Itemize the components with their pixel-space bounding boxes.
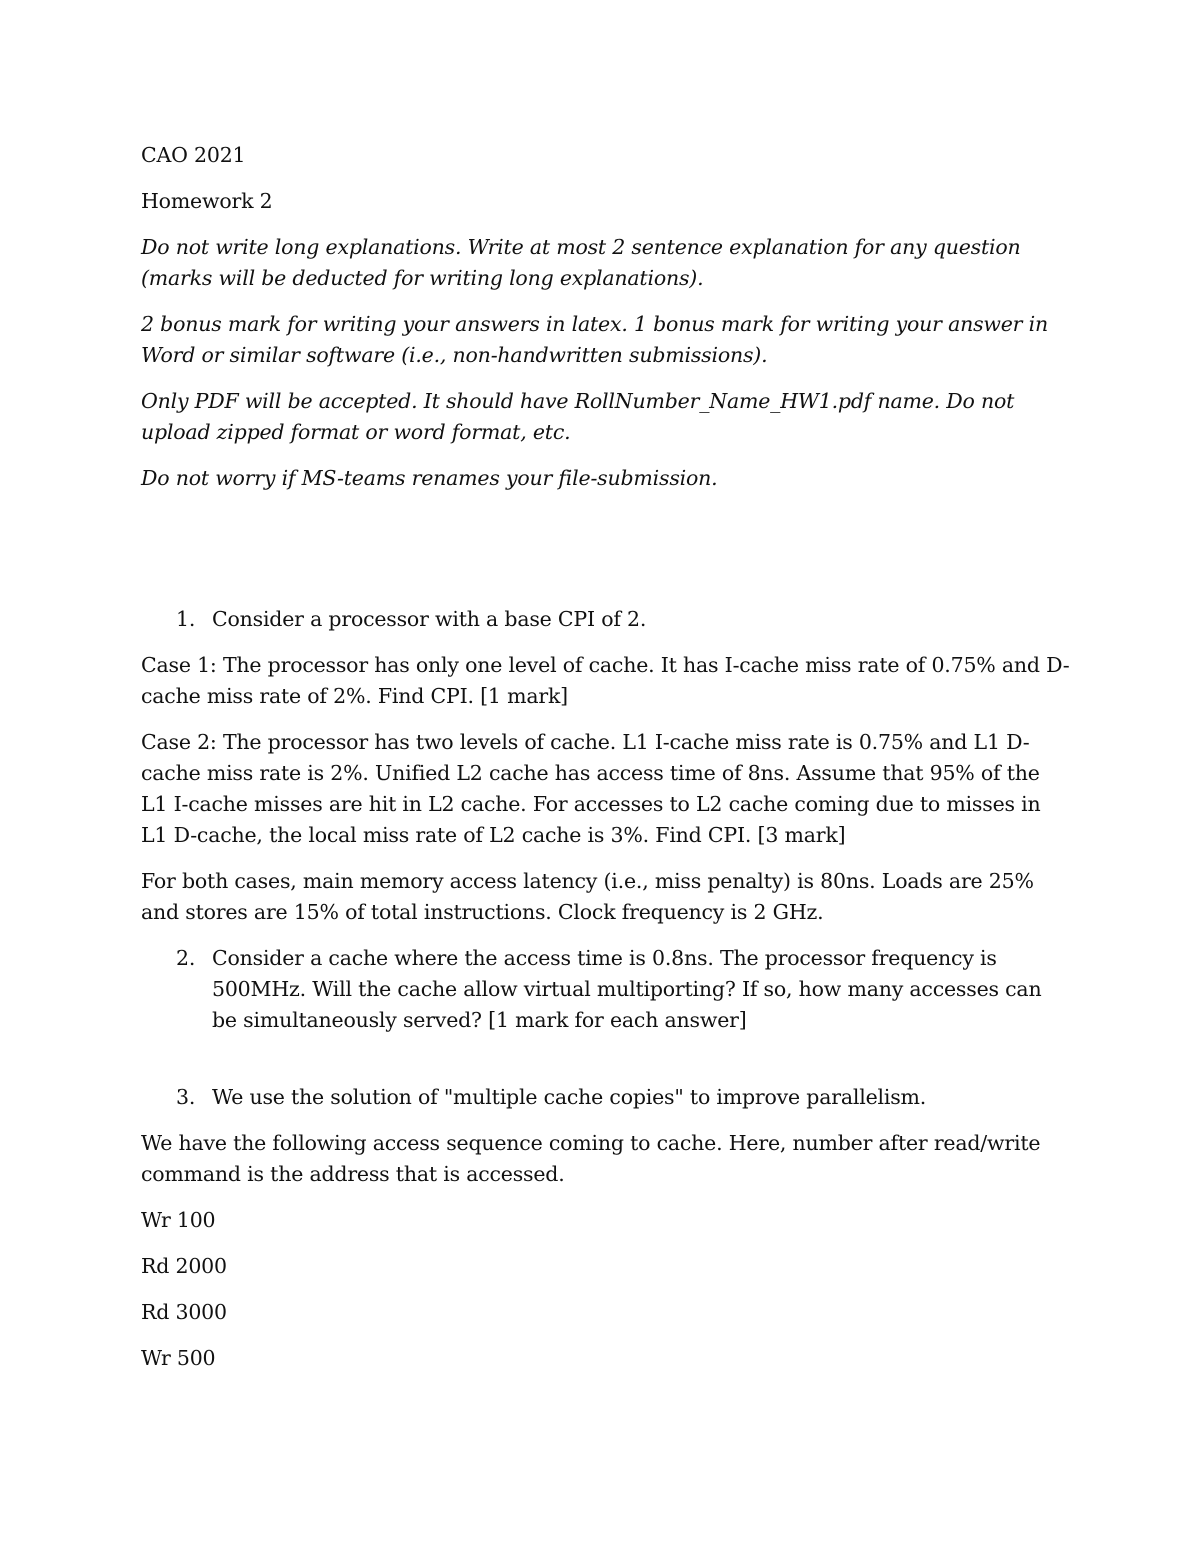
question-2 [141, 943, 1071, 1036]
question-1-case-2: Case 2: The processor has two levels of cache. L1 I-cache miss rate is 0.75% and L1 D-cache miss rate is 2%. Unified L2 cache has access time of 8ns. Assume that 95% of the L1 I-cache misses are hit in L2 cache. For accesses to L2 cache coming due to misses in L1 D-cache, the local miss rate of L2 cache is 3%. Find CPI. [3 mark] [141, 730, 1041, 847]
question-1-number: 1. [176, 607, 196, 631]
access-sequence-item: Rd 2000 [141, 1254, 227, 1278]
question-3-intro: We have the following access sequence coming to cache. Here, number after read/write command is the address that is accessed. [141, 1131, 1041, 1186]
question-2-text: Consider a cache where the access time is 0.8ns. The processor frequency is 500MHz. Will the cache allow virtual multiporting? If so, how many accesses can be simultaneously served? [1 mark for each answer] [212, 946, 1042, 1032]
instruction-teams: Do not worry if MS-teams renames your file-submission. [141, 466, 718, 490]
question-1-text: Consider a processor with a base CPI of 2. [212, 607, 647, 631]
course-title: CAO 2021 [141, 143, 246, 167]
instruction-bonus: 2 bonus mark for writing your answers in latex. 1 bonus mark for writing your answer in Word or similar software (i.e., non-handwritten submissions). [141, 312, 1048, 367]
access-sequence-item: Wr 500 [141, 1346, 216, 1370]
access-sequence-item: Rd 3000 [141, 1300, 227, 1324]
access-sequence-item: Wr 100 [141, 1208, 216, 1232]
question-3 [141, 1082, 1071, 1113]
spacer [141, 509, 1071, 604]
assignment-title: Homework 2 [141, 189, 273, 213]
spacer [141, 1051, 1071, 1082]
question-1 [141, 604, 1071, 635]
question-2-number: 2. [176, 946, 196, 970]
instruction-length: Do not write long explanations. Write at most 2 sentence explanation for any question (marks will be deducted for writing long explanations). [141, 235, 1021, 290]
document-content [141, 140, 1071, 1389]
question-3-text: We use the solution of "multiple cache copies" to improve parallelism. [212, 1085, 927, 1109]
question-1-common: For both cases, main memory access latency (i.e., miss penalty) is 80ns. Loads are 25% and stores are 15% of total instructions. Clock frequency is 2 GHz. [141, 869, 1034, 924]
question-3-number: 3. [176, 1085, 196, 1109]
instruction-format: Only PDF will be accepted. It should have RollNumber_Name_HW1.pdf name. Do not upload zipped format or word format, etc. [141, 389, 1015, 444]
question-1-case-1: Case 1: The processor has only one level of cache. It has I-cache miss rate of 0.75% and D-cache miss rate of 2%. Find CPI. [1 mark] [141, 653, 1070, 708]
